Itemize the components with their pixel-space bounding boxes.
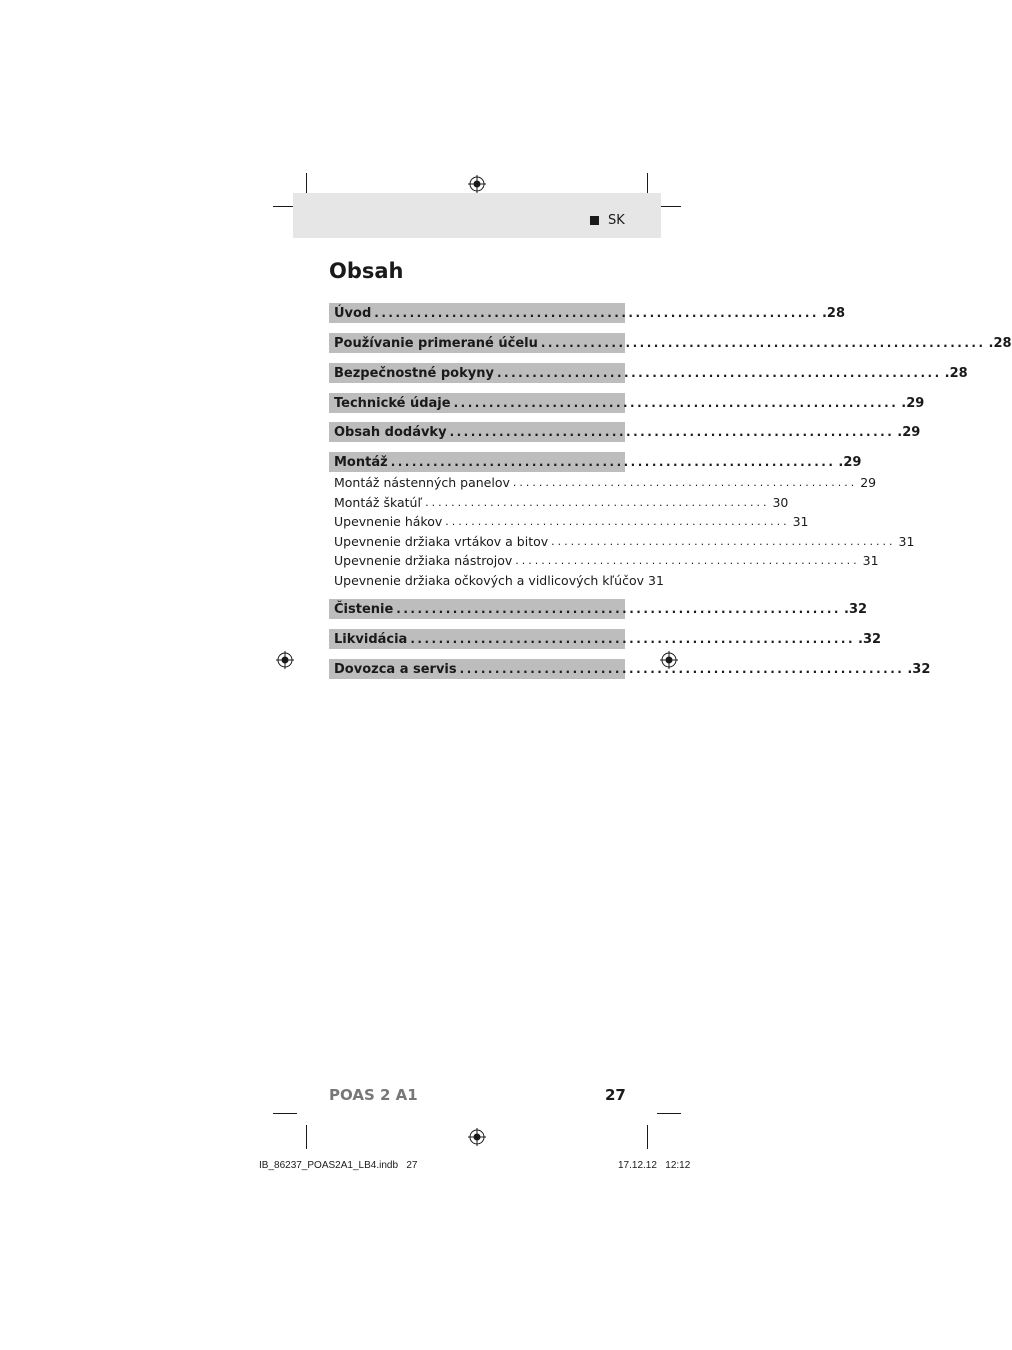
leader-dots: ............................................................... xyxy=(390,455,836,469)
toc-subentry-page: 31 xyxy=(792,513,809,529)
crop-mark-bottom-right-horizontal xyxy=(657,1113,681,1114)
toc-subentry[interactable] xyxy=(329,571,664,589)
leader-dots: ..................................................... xyxy=(515,553,860,567)
toc-entry[interactable] xyxy=(329,393,925,413)
toc-entry-label: Úvod xyxy=(334,305,372,321)
leader-dots: ............................................................... xyxy=(496,366,942,380)
page-title: Obsah xyxy=(329,259,404,283)
leader-dots: ............................................................... xyxy=(459,662,905,676)
toc-entry-label: Čistenie xyxy=(334,601,394,617)
toc-entry-page: .29 xyxy=(897,424,921,440)
toc-subentry[interactable] xyxy=(329,493,789,511)
toc-subentry[interactable] xyxy=(329,512,809,530)
toc-entry[interactable] xyxy=(329,363,968,383)
toc-entry-page: .32 xyxy=(907,661,931,677)
toc-entry-label: Technické údaje xyxy=(334,395,451,411)
leader-dots: ............................................................... xyxy=(540,336,986,350)
toc-entry-page: .28 xyxy=(821,305,846,321)
language-code: SK xyxy=(608,213,625,228)
leader-dots: ..................................................... xyxy=(512,475,858,489)
print-slug-date: 17.12.12 12:12 xyxy=(618,1160,691,1171)
crop-mark-bottom-left-vertical xyxy=(306,1125,307,1149)
toc-entry[interactable] xyxy=(329,659,931,679)
toc-subentry[interactable] xyxy=(329,473,877,491)
toc-entry[interactable] xyxy=(329,452,862,472)
toc-subentry[interactable] xyxy=(329,532,915,550)
toc-entry-page: .29 xyxy=(901,395,925,411)
toc-subentry-page: 31 xyxy=(648,572,664,588)
toc-subentry[interactable] xyxy=(329,551,879,569)
toc-entry-page: .28 xyxy=(988,335,1012,351)
leader-dots: ............................................................... xyxy=(449,425,895,439)
toc-entry-label: Montáž xyxy=(334,454,388,470)
toc-entry-label: Bezpečnostné pokyny xyxy=(334,365,494,381)
leader-dots: ..................................................... xyxy=(425,495,770,509)
toc-entry-page: .32 xyxy=(858,631,882,647)
toc-entry-label: Likvidácia xyxy=(334,631,408,647)
toc-subentry-page: 31 xyxy=(862,552,879,568)
toc-entry[interactable] xyxy=(329,422,921,442)
model-name: POAS 2 A1 xyxy=(329,1086,418,1104)
crop-mark-bottom-right-vertical xyxy=(647,1125,648,1149)
toc-entry[interactable] xyxy=(329,303,846,323)
header-band xyxy=(293,193,661,238)
toc-entry-page: .29 xyxy=(838,454,862,470)
toc-subentry-label: Upevnenie držiaka nástrojov xyxy=(334,552,513,568)
crop-mark-bottom-left-horizontal xyxy=(273,1113,297,1114)
leader-dots: ............................................................... xyxy=(396,602,841,616)
crop-mark-top-right-vertical xyxy=(647,173,648,194)
registration-mark-icon xyxy=(468,1128,486,1146)
toc-entry-label: Dovozca a servis xyxy=(334,661,457,677)
toc-entry-page: .32 xyxy=(844,601,868,617)
leader-dots: ............................................................... xyxy=(374,306,819,320)
leader-dots: ............................................................... xyxy=(453,396,899,410)
page-number: 27 xyxy=(605,1086,626,1104)
registration-mark-icon xyxy=(468,175,486,193)
toc-entry[interactable] xyxy=(329,333,1012,353)
toc-entry[interactable] xyxy=(329,599,868,619)
toc-subentry-page: 31 xyxy=(898,533,915,549)
toc-subentry-label: Upevnenie držiaka očkových a vidlicových kľúčov xyxy=(334,572,645,588)
toc-subentry-label: Upevnenie hákov xyxy=(334,513,443,529)
toc-subentry-label: Upevnenie držiaka vrtákov a bitov xyxy=(334,533,549,549)
leader-dots: ..................................................... xyxy=(551,534,896,548)
registration-mark-icon xyxy=(276,651,294,669)
square-bullet-icon xyxy=(590,216,599,225)
toc-entry-page: .28 xyxy=(944,365,968,381)
print-slug-file: IB_86237_POAS2A1_LB4.indb 27 xyxy=(259,1160,418,1171)
leader-dots: ..................................................... xyxy=(445,514,790,528)
toc-entry-label: Obsah dodávky xyxy=(334,424,447,440)
crop-mark-top-left-vertical xyxy=(306,173,307,194)
toc-subentry-label: Montáž škatúľ xyxy=(334,494,423,510)
toc-subentry-page: 29 xyxy=(860,474,877,490)
toc-entry[interactable] xyxy=(329,629,882,649)
toc-subentry-page: 30 xyxy=(772,494,789,510)
leader-dots: ............................................................... xyxy=(410,632,856,646)
toc-entry-label: Používanie primerané účelu xyxy=(334,335,538,351)
toc-subentry-label: Montáž nástenných panelov xyxy=(334,474,510,490)
